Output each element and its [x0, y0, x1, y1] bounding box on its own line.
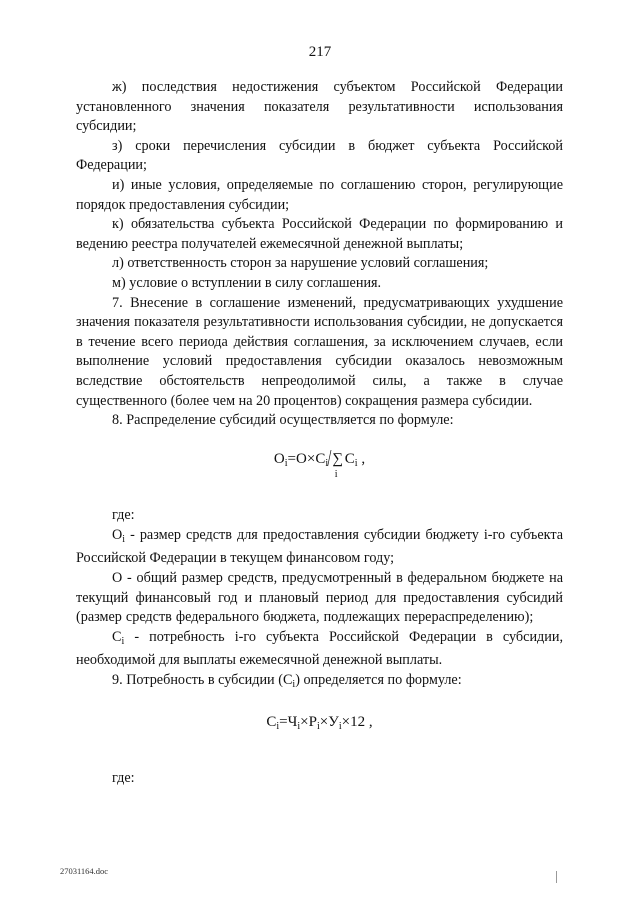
- formula1-c2: C: [344, 450, 355, 467]
- formula2-p-sub: i: [316, 720, 320, 732]
- distribution-formula: [76, 445, 563, 480]
- definition-ci: [76, 628, 563, 671]
- formula2-lhs-sub: i: [276, 720, 280, 732]
- formula1-times: ×: [306, 450, 316, 467]
- formula1-c2-sub: i: [354, 457, 358, 469]
- where-label-2: где:: [112, 770, 135, 787]
- item-z: з) сроки перечисления субсидии в бюджет субъекта Российской Федерации;: [76, 137, 563, 174]
- formula1-lhs: O: [273, 450, 285, 467]
- o-symbol: О: [112, 570, 123, 587]
- formula2-p: P: [308, 713, 317, 730]
- need-formula: [76, 713, 563, 737]
- item-l: л) ответственность сторон за нарушение условий соглашения;: [112, 255, 489, 272]
- para9-suffix: ) определяется по формуле:: [295, 672, 462, 689]
- formula2-eq: =: [279, 713, 288, 730]
- formula1-tail: ,: [357, 450, 366, 467]
- document-body: [76, 78, 563, 789]
- paragraph-8: 8. Распределение субсидий осуществляется по формуле:: [112, 412, 454, 429]
- paragraph-7: 7. Внесение в соглашение изменений, предусматривающих ухудшение значения показателя результативности использования субсидии, не допускается в течение всего периода действия соглашения, за исключением случаев, если выполнение условий предоставления субсидии оказалось невозможным вследствие обстоятельств непреодолимой силы, а также в случае существенного (более чем на 20 процентов) сокращения размера субсидии.: [76, 294, 563, 409]
- oi-symbol: O: [112, 526, 123, 543]
- formula2-times2: ×: [319, 713, 329, 730]
- formula1-lhs-sub: i: [284, 457, 288, 469]
- oi-symbol-sub: i: [122, 533, 126, 545]
- formula2-times1: ×: [300, 713, 309, 730]
- paragraph-9: [76, 671, 563, 695]
- formula1-eq: =: [287, 450, 296, 467]
- item-m: м) условие о вступлении в силу соглашения.: [112, 274, 382, 291]
- ci-text: - потребность i-го субъекта Российской Федерации в субсидии, необходимой для выплаты ежемесячной денежной выплаты.: [76, 628, 563, 669]
- oi-text: - размер средств для предоставления субсидии бюджету i-го субъекта Российской Федерации в текущем финансовом году;: [76, 526, 563, 567]
- o-text: - общий размер средств, предусмотренный в федеральном бюджете на текущий финансовый год и плановый период для предоставления субсидий (размер средств федерального бюджета, подлежащих перераспределению);: [76, 570, 563, 626]
- definition-oi: [76, 526, 563, 569]
- ci-symbol: C: [112, 628, 122, 645]
- formula1-c-sub: i: [325, 457, 329, 469]
- where-label-1: где:: [112, 507, 135, 524]
- item-i: и) иные условия, определяемые по соглашению сторон, регулирующие порядок предоставления субсидии;: [76, 176, 563, 213]
- formula1-c: C: [315, 450, 326, 467]
- formula2-ch-sub: i: [297, 720, 301, 732]
- formula1-o: O: [296, 450, 307, 467]
- document-code: 27031164.doc: [60, 866, 109, 876]
- sum-icon: ∑: [332, 450, 344, 467]
- para9-prefix: 9. Потребность в субсидии (: [112, 672, 283, 689]
- formula2-lhs: C: [266, 713, 277, 730]
- item-zh: ж) последствия недостижения субъектом Российской Федерации установленного значения показателя результативности использования субсидии;: [76, 79, 563, 135]
- formula2-ch: Ч: [287, 713, 298, 730]
- formula2-u: У: [328, 713, 339, 730]
- ci-symbol-sub: i: [121, 635, 125, 647]
- formula2-tail: ,: [365, 713, 373, 730]
- definition-o: [76, 569, 563, 628]
- formula1-sum-index: i: [334, 468, 338, 480]
- para9-symbol-sub: i: [292, 679, 296, 691]
- formula1-slash: /: [327, 445, 332, 472]
- formula2-num: 12: [350, 713, 366, 730]
- formula2-u-sub: i: [338, 720, 342, 732]
- formula1-sum: [331, 450, 345, 480]
- item-k: к) обязательства субъекта Российской Федерации по формированию и ведению реестра получателей ежемесячной денежной выплаты;: [76, 216, 563, 252]
- para9-symbol: C: [282, 672, 293, 689]
- page-number: 217: [308, 44, 332, 60]
- scan-mark: [556, 871, 565, 883]
- formula2-times3: ×: [341, 713, 351, 730]
